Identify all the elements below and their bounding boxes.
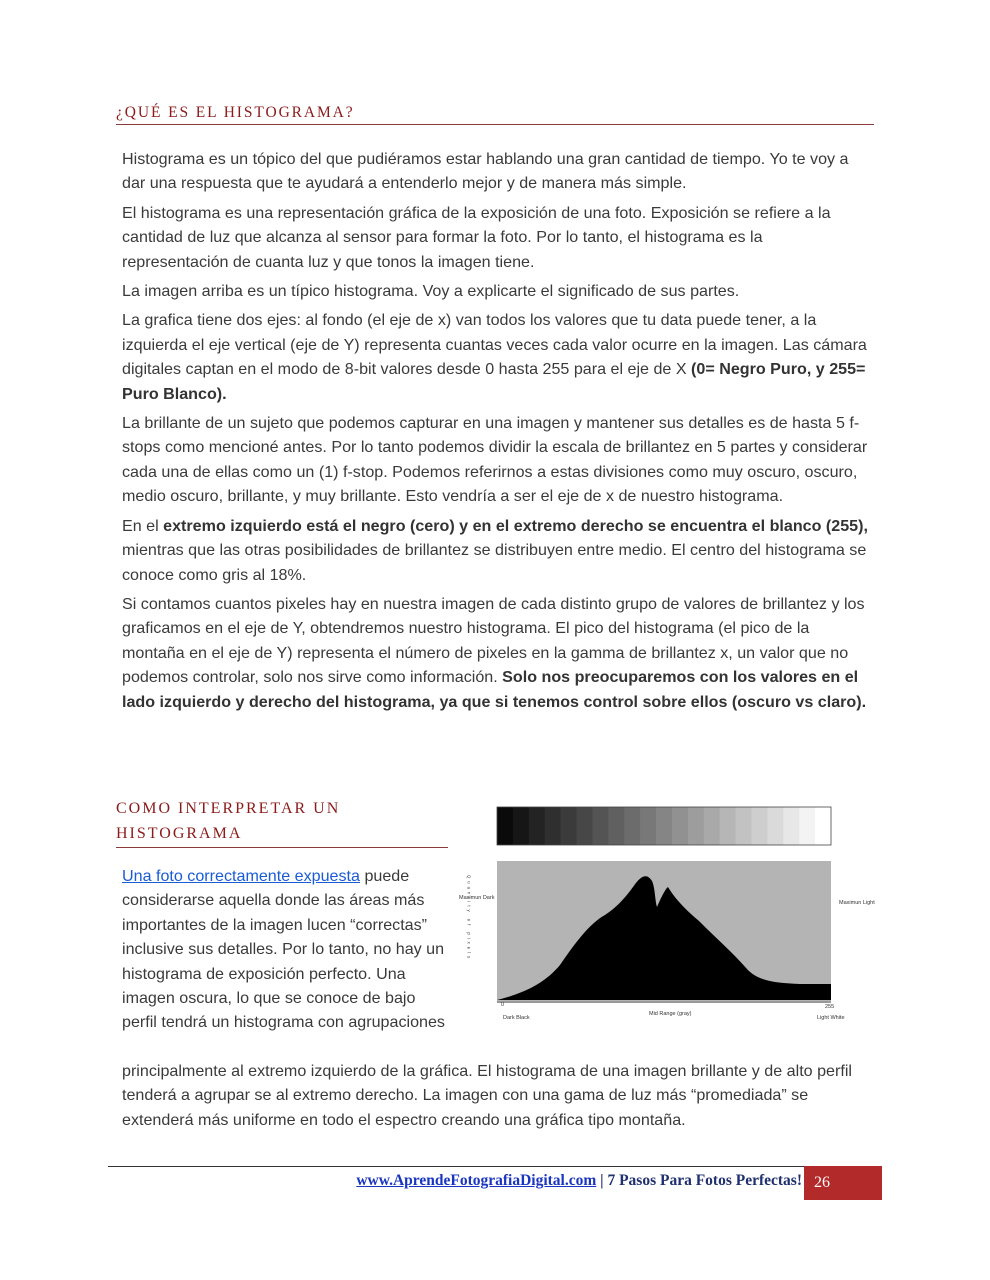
section2-body-wrapped	[122, 864, 452, 1035]
section-heading-histograma: ¿QUÉ ES EL HISTOGRAMA?	[116, 104, 874, 125]
gray-step	[736, 807, 752, 845]
paragraph: La imagen arriba es un típico histograma. Voy a explicarte el significado de sus partes.	[122, 282, 740, 301]
text: En el	[122, 516, 164, 535]
paragraph	[122, 308, 870, 406]
dark-black-label: Dark Black	[503, 1015, 530, 1021]
gray-step	[545, 807, 561, 845]
max-light-label: Maximun Light	[839, 900, 875, 906]
footer-divider	[108, 1166, 882, 1167]
text: La grafica tiene dos ejes: al fondo (el eje de x) van todos los valores que tu data puede tener, a la izquierda el eje vertical (eje de Y) representa cuantas veces cada valor ocurre en la imagen. Las cámara digitales captan en el modo de 8-bit valores desde 0 hasta 255 para el eje de X	[122, 311, 867, 379]
gray-step	[688, 807, 704, 845]
gray-step	[577, 807, 593, 845]
gray-step	[561, 807, 577, 845]
paragraph: Histograma es un tópico del que pudiéramos estar hablando una gran cantidad de tiempo. Yo te voy a dar una respuesta que te ayudará a entenderlo mejor y de manera más simple.	[122, 150, 849, 193]
x-start-label: 0	[501, 1002, 505, 1008]
correct-exposure-link[interactable]: Una foto correctamente expuesta	[122, 867, 360, 885]
gray-step	[608, 807, 624, 845]
website-link[interactable]: www.AprendeFotografiaDigital.com	[356, 1172, 597, 1189]
gray-step	[497, 807, 513, 845]
gray-step	[720, 807, 736, 845]
histogram-diagram	[455, 803, 875, 1038]
gray-step	[767, 807, 783, 845]
x-end-label: 255	[825, 1004, 835, 1010]
book-title: 7 Pasos Para Fotos Perfectas!	[607, 1172, 802, 1189]
text: mientras que las otras posibilidades de brillantez se distribuyen entre medio. El centro del histograma se conoce como gris al 18%.	[122, 541, 867, 584]
footer	[108, 1172, 802, 1190]
gray-step	[783, 807, 799, 845]
gray-step	[592, 807, 608, 845]
gray-step	[672, 807, 688, 845]
gray-step	[513, 807, 529, 845]
gray-step	[640, 807, 656, 845]
bold-text: extremo izquierdo está el negro (cero) y en el extremo derecho se encuentra el blanco (255),	[163, 516, 868, 535]
section1-body	[122, 147, 870, 719]
footer-separator: |	[596, 1172, 608, 1189]
gray-step	[624, 807, 640, 845]
max-dark-label: Maximun Dark	[459, 895, 495, 901]
gray-scale-bar	[497, 807, 832, 845]
paragraph: La brillante de un sujeto que podemos capturar en una imagen y mantener sus detalles es de hasta 5 f-stops como mencioné antes. Por lo tanto podemos dividir la escala de brillantez en 5 partes y considerar cada una de ellas como un (1) f-stop. Podemos referirnos a estas divisiones como muy oscuro, oscuro, medio oscuro, brillante, y muy brillante. Esto vendría a ser el eje de x de nuestro histograma.	[122, 414, 868, 506]
bold-text: (0= Negro Puro, y 255= Puro Blanco).	[122, 360, 866, 403]
gray-step	[751, 807, 767, 845]
mid-range-label: Mid Range (gray)	[649, 1011, 692, 1017]
gray-step	[704, 807, 720, 845]
gray-step	[799, 807, 815, 845]
light-white-label: Light White	[817, 1015, 845, 1021]
histogram-figure	[455, 803, 875, 1038]
page-number: 26	[804, 1166, 882, 1200]
section2-body-full: principalmente al extremo izquierdo de la gráfica. El histograma de una imagen brillante y de alto perfil tenderá a agrupar se al extremo derecho. La imagen con una gama de luz más “promediada” se extenderá más uniforme en todo el espectro creando una gráfica tipo montaña.	[122, 1062, 852, 1129]
paragraph	[122, 592, 870, 714]
y-axis-label: Quantity of pixels	[466, 875, 472, 962]
paragraph: El histograma es una representación gráfica de la exposición de una foto. Exposición se refiere a la cantidad de luz que alcanza al sensor para formar la foto. Por lo tanto, el histograma es la representación de cuanta luz y que tonos la imagen tiene.	[122, 203, 831, 271]
text: Si contamos cuantos pixeles hay en nuestra imagen de cada distinto grupo de valores de brillantez y los graficamos en el eje de Y, obtendremos nuestro histograma. El pico del histograma (el pico de la montaña en el eje de Y) representa el número de pixeles en la gamma de brillantez x, un valor que no podemos controlar, solo nos sirve como información.	[122, 594, 865, 687]
paragraph	[122, 514, 870, 587]
text: puede considerarse aquella donde las áreas más importantes de la imagen lucen “correctas” inclusive sus detalles. Por lo tanto, no hay un histograma de exposición perfecto. Una imagen oscura, lo que se conoce de bajo perfil tendrá un histograma con agrupaciones	[122, 867, 445, 1032]
gray-step	[529, 807, 545, 845]
gray-step	[815, 807, 831, 845]
gray-step	[656, 807, 672, 845]
bold-text: Solo nos preocuparemos con los valores en el lado izquierdo y derecho del histograma, ya que si tenemos control sobre ellos (oscuro vs claro).	[122, 668, 867, 711]
section-heading-interpretar: COMO INTERPRETAR UN HISTOGRAMA	[116, 796, 448, 848]
